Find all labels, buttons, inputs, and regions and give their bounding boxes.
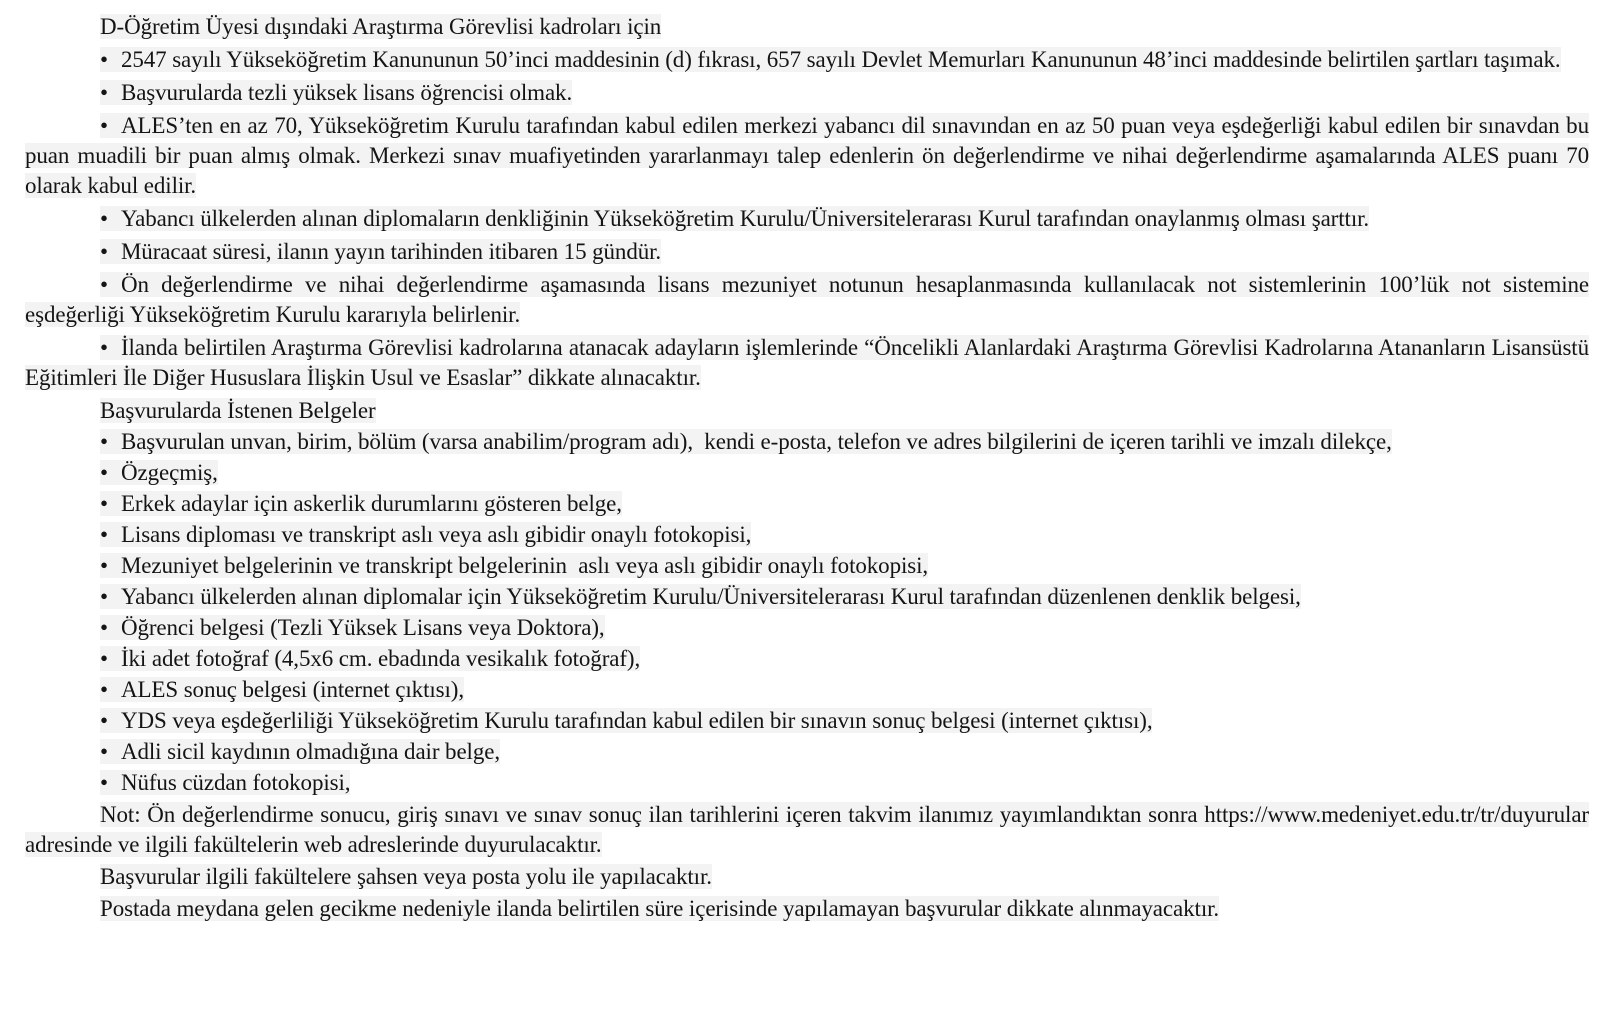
bullet-icon: • — [100, 113, 121, 138]
note-text-prefix: Not: Ön değerlendirme sonucu, giriş sınavı ve sınav sonuç ilan tarihlerini içeren takvim ilanımız yayımlandıktan sonra — [100, 802, 1205, 827]
bullet-icon: • — [100, 553, 121, 578]
documents-heading-text: Başvurularda İstenen Belgeler — [100, 398, 376, 423]
bullet-icon: • — [100, 770, 121, 795]
bullet-icon: • — [100, 646, 121, 671]
note-text-suffix: adresinde ve ilgili fakültelerin web adreslerinde duyurulacaktır. — [25, 832, 602, 857]
bullet-icon: • — [100, 80, 121, 105]
section-d-heading — [25, 12, 1589, 42]
requirement-text: ALES’ten en az 70, Yükseköğretim Kurulu tarafından kabul edilen merkezi yabancı dil sınavından en az 50 puan veya eşdeğerliği kabul edilen bir sınavdan bu puan muadili bir puan almış olmak. Merkezi sınav muafiyetinden yararlanmayı talep edenlerin ön değerlendirme ve nihai değerlendirme aşamalarında ALES puanı 70 olarak kabul edilir. — [25, 113, 1589, 198]
document-item — [25, 520, 1589, 550]
document-item — [25, 551, 1589, 581]
requirement-item — [25, 333, 1589, 393]
document-item — [25, 675, 1589, 705]
requirement-item — [25, 204, 1589, 234]
document-item — [25, 644, 1589, 674]
document-item — [25, 706, 1589, 736]
document-item-text: İki adet fotoğraf (4,5x6 cm. ebadında vesikalık fotoğraf), — [120, 646, 641, 671]
bullet-icon: • — [100, 460, 121, 485]
bullet-icon: • — [100, 615, 121, 640]
bullet-icon: • — [100, 677, 121, 702]
section-d-heading-text: D-Öğretim Üyesi dışındaki Araştırma Görevlisi kadroları için — [100, 14, 662, 39]
documents-heading — [25, 396, 1589, 426]
bullet-icon: • — [100, 739, 121, 764]
document-item-text: Başvurulan unvan, birim, bölüm (varsa anabilim/program adı), kendi e-posta, telefon ve adres bilgilerini de içeren tarihli ve imzalı dilekçe, — [120, 429, 1392, 454]
document-item — [25, 613, 1589, 643]
document-item — [25, 768, 1589, 798]
bullet-icon: • — [100, 522, 121, 547]
requirement-item — [25, 45, 1589, 75]
application-method-text: Başvurular ilgili fakültelere şahsen veya posta yolu ile yapılacaktır. — [100, 864, 712, 889]
requirement-text: Başvurularda tezli yüksek lisans öğrencisi olmak. — [120, 80, 573, 105]
application-method-line — [25, 862, 1589, 892]
requirement-text: İlanda belirtilen Araştırma Görevlisi kadrolarına atanacak adayların işlemlerinde “Öncelikli Alanlardaki Araştırma Görevlisi Kadrolarına Atananların Lisansüstü Eğitimleri İle Diğer Hususlara İlişkin Usul ve Esaslar” dikkate alınacaktır. — [25, 335, 1589, 390]
bullet-icon: • — [100, 584, 121, 609]
bullet-icon: • — [100, 47, 121, 72]
document-item — [25, 737, 1589, 767]
bullet-icon: • — [100, 335, 121, 360]
requirement-item — [25, 270, 1589, 330]
requirement-item — [25, 237, 1589, 267]
document-item-text: Yabancı ülkelerden alınan diplomalar için Yükseköğretim Kurulu/Üniversitelerarası Kurul tarafından düzenlenen denklik belgesi, — [120, 584, 1301, 609]
note-paragraph — [25, 800, 1589, 860]
document-item-text: Özgeçmiş, — [120, 460, 218, 485]
bullet-icon: • — [100, 491, 121, 516]
bullet-icon: • — [100, 429, 121, 454]
bullet-icon: • — [100, 239, 121, 264]
bullet-icon: • — [100, 206, 121, 231]
document-item-text: Erkek adaylar için askerlik durumlarını gösteren belge, — [120, 491, 622, 516]
document-item-text: YDS veya eşdeğerliliği Yükseköğretim Kurulu tarafından kabul edilen bir sınavın sonuç belgesi (internet çıktısı), — [120, 708, 1153, 733]
requirement-text: Yabancı ülkelerden alınan diplomaların denkliğinin Yükseköğretim Kurulu/Üniversitelerarası Kurul tarafından onaylanmış olması şarttır. — [120, 206, 1370, 231]
document-item — [25, 458, 1589, 488]
announcement-url: https://www.medeniyet.edu.tr/tr/duyurular — [1204, 802, 1589, 827]
bullet-icon: • — [100, 708, 121, 733]
postal-delay-text: Postada meydana gelen gecikme nedeniyle ilanda belirtilen süre içerisinde yapılamayan başvurular dikkate alınmayacaktır. — [100, 896, 1220, 921]
requirement-text: Müracaat süresi, ilanın yayın tarihinden itibaren 15 gündür. — [120, 239, 662, 264]
document-item-text: ALES sonuç belgesi (internet çıktısı), — [120, 677, 464, 702]
document-item-text: Öğrenci belgesi (Tezli Yüksek Lisans veya Doktora), — [120, 615, 605, 640]
bullet-icon: • — [100, 272, 121, 297]
document-item — [25, 427, 1589, 457]
document-item-text: Lisans diploması ve transkript aslı veya aslı gibidir onaylı fotokopisi, — [120, 522, 752, 547]
postal-delay-line — [25, 894, 1589, 924]
document-item-text: Mezuniyet belgelerinin ve transkript belgelerinin aslı veya aslı gibidir onaylı fotokopisi, — [120, 553, 929, 578]
document-item — [25, 582, 1589, 612]
requirement-item — [25, 111, 1589, 201]
document-item-text: Nüfus cüzdan fotokopisi, — [120, 770, 351, 795]
requirement-text: Ön değerlendirme ve nihai değerlendirme aşamasında lisans mezuniyet notunun hesaplanmasında kullanılacak not sistemlerinin 100’lük not sistemine eşdeğerliği Yükseköğretim Kurulu kararıyla belirlenir. — [25, 272, 1589, 327]
document-item-text: Adli sicil kaydının olmadığına dair belge, — [120, 739, 501, 764]
requirement-text: 2547 sayılı Yükseköğretim Kanununun 50’inci maddesinin (d) fıkrası, 657 sayılı Devlet Memurları Kanununun 48’inci maddesinde belirtilen şartları taşımak. — [120, 47, 1561, 72]
document-item — [25, 489, 1589, 519]
requirement-item — [25, 78, 1589, 108]
